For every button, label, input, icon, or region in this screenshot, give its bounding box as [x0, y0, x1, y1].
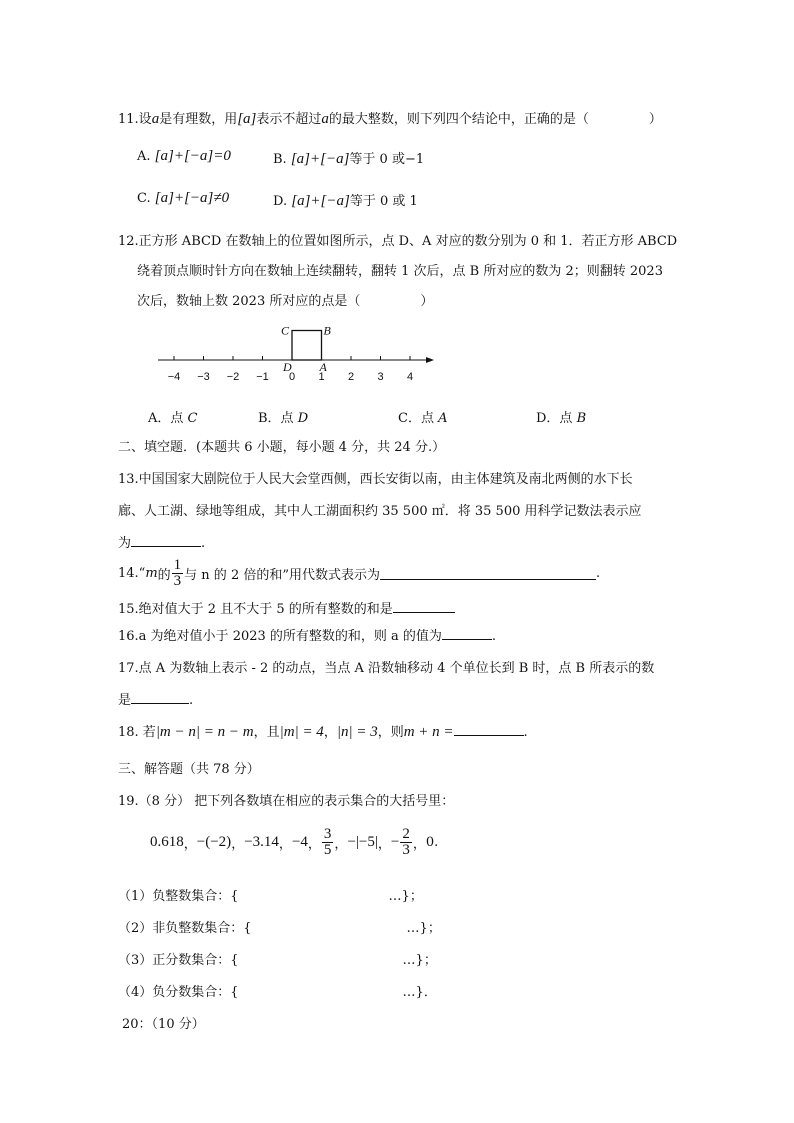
q11-stem: 11.设a是有理数，用[a]表示不超过a的最大整数，则下列四个结论中，正确的是（ ）: [118, 111, 662, 127]
q14-fraction: $\frac{1}{3}$: [173, 557, 182, 589]
tick-label: 2: [347, 371, 355, 383]
q19-set-positive-fractions[interactable]: （3）正分数集合：{ …}；: [118, 953, 437, 968]
q19-numbers: 0.618，−(−2)，−3.14，−4， $\frac{3}{5}$ ，−|−5|，− $\frac{2}{3}$ ，0.: [150, 826, 439, 858]
q15-answer-blank[interactable]: [393, 600, 455, 613]
q19-fraction-2-3: $\frac{2}{3}$: [402, 826, 410, 858]
square-abcd: [292, 331, 322, 361]
section-fill-in-heading: 二、填空题．(本题共 6 小题，每小题 4 分，共 24 分.）: [118, 440, 446, 455]
q12-option-a[interactable]: A．点 C: [148, 411, 198, 426]
q19-fraction-3-5: $\frac{3}{5}$: [323, 826, 332, 858]
number-line-arrow: [426, 357, 434, 363]
vertex-c-label: C: [281, 323, 290, 338]
q12-line2: 绕着顶点顺时针方向在数轴上连续翻转，翻转 1 次后，点 B 所对应的数为 2；则翻转 2023: [137, 264, 663, 279]
q19-title: 19.（8 分） 把下列各数填在相应的表示集合的大括号里：: [118, 794, 455, 809]
q12-number-line-figure: [150, 320, 450, 390]
q14: 14.“m的 $\frac{1}{3}$ 与 n 的 2 倍的和”用代数式表示为 .: [118, 557, 601, 589]
q13-answer-blank[interactable]: [131, 534, 201, 547]
q11-option-d[interactable]: D. [a]+[−a]等于 0 或 1: [273, 193, 418, 209]
q13-line2: 廊、人工湖、绿地等组成，其中人工湖面积约 35 500 ㎡．将 35 500 用科学记数法表示应: [118, 504, 642, 519]
q14-answer-blank[interactable]: [380, 567, 596, 580]
q12-option-d[interactable]: D．点 B: [536, 411, 587, 426]
vertex-a-label: A: [319, 360, 327, 374]
q13-line3: 为 .: [118, 536, 206, 551]
tick-label: 3: [377, 371, 384, 383]
q12-line1: 12.正方形 ABCD 在数轴上的位置如图所示，点 D、A 对应的数分别为 0 和 1．若正方形 ABCD: [118, 234, 678, 249]
q16-answer-blank[interactable]: [442, 627, 492, 640]
q16: 16.a 为绝对值小于 2023 的所有整数的和，则 a 的值为 .: [118, 629, 497, 644]
q17-line1: 17.点 A 为数轴上表示 - 2 的动点，当点 A 沿数轴移动 4 个单位长到 B 时，点 B 所表示的数: [118, 661, 655, 676]
tick-label: −1: [256, 371, 269, 383]
tick-label: 0: [288, 371, 296, 383]
q19-set-nonnegative-integers[interactable]: （2）非负整数集合：{ …}；: [118, 921, 441, 936]
q11-bracket-a: [a]: [237, 111, 257, 127]
tick-label: −3: [197, 371, 210, 383]
tick-label: 4: [406, 371, 414, 383]
q11-option-b[interactable]: B. [a]+[−a]等于 0 或−1: [273, 151, 425, 167]
tick-label: −4: [167, 371, 181, 383]
q19-set-negative-fractions[interactable]: （4）负分数集合：{ …}．: [118, 985, 437, 1000]
q11-var-a: a: [151, 111, 160, 127]
q19-set-negative-integers[interactable]: （1）负整数集合：{ …}；: [118, 889, 423, 904]
q15: 15.绝对值大于 2 且不大于 5 的所有整数的和是: [118, 598, 455, 617]
section-solve-heading: 三、解答题（共 78 分）: [118, 762, 260, 777]
q12-option-c[interactable]: C．点 A: [398, 411, 448, 426]
q18: 18. 若|m − n| = n − m，且|m| = 4，|n| = 3，则m + n = .: [118, 724, 528, 740]
vertex-d-label: D: [283, 360, 292, 374]
tick-label: −2: [226, 371, 240, 383]
q11-option-a[interactable]: A. [a]+[−a]=0: [137, 148, 231, 164]
tick-label: 1: [318, 371, 325, 383]
q12-line3: 次后，数轴上数 2023 所对应的点是（ ）: [137, 294, 434, 309]
vertex-b-label: B: [323, 323, 331, 338]
q20-title: 20：（10 分）: [122, 1017, 205, 1032]
q18-answer-blank[interactable]: [454, 723, 524, 736]
q12-option-b[interactable]: B．点 D: [258, 411, 309, 426]
q11-option-c[interactable]: C. [a]+[−a]≠0: [137, 190, 230, 206]
q17-line2: 是 .: [118, 693, 194, 708]
q13-line1: 13.中国国家大剧院位于人民大会堂西侧，西长安街以南，由主体建筑及南北两侧的水下长: [118, 472, 633, 487]
q17-answer-blank[interactable]: [131, 691, 189, 704]
